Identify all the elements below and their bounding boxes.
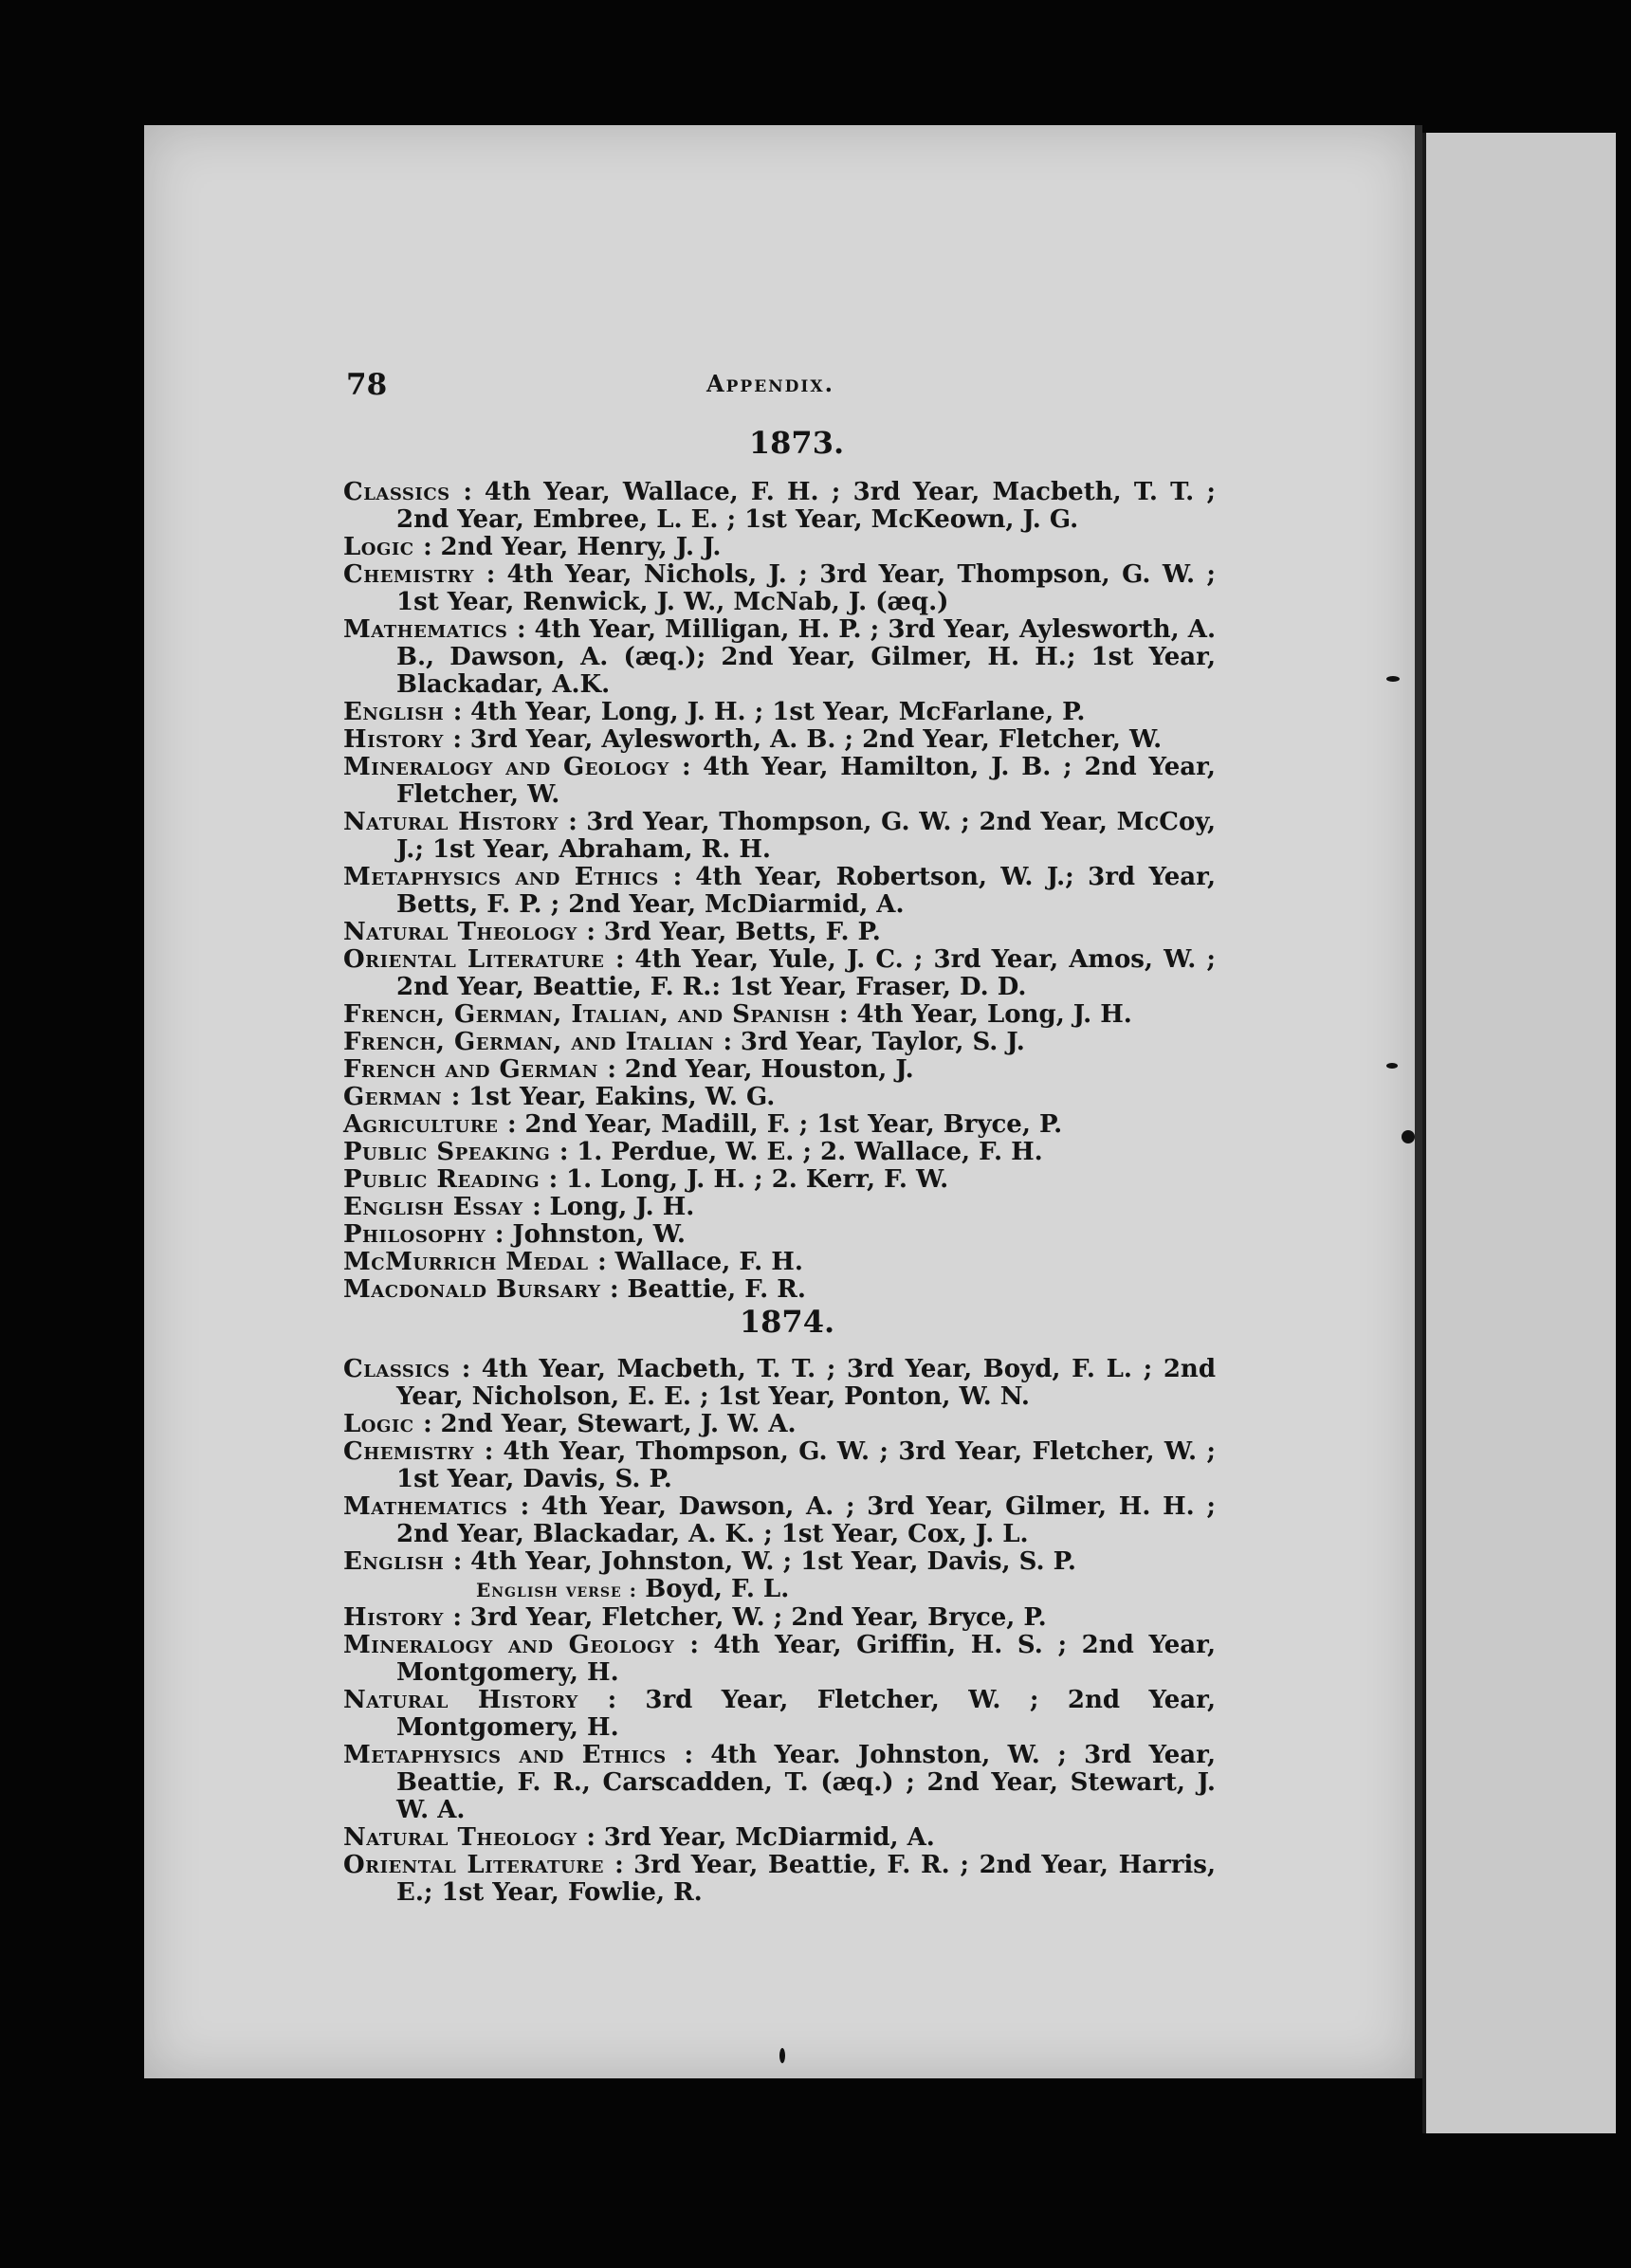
prize-winners: 4th Year, Thompson, G. W. ; 3rd Year, Fletcher, W. ; 1st Year, Davis, S. P. [396, 1437, 1217, 1493]
subject-label: Logic : [343, 533, 433, 561]
subject-label: Classics : [343, 1355, 471, 1383]
subject-label: English Essay : [343, 1193, 542, 1221]
prize-entry [343, 561, 1216, 616]
prize-entry [343, 1632, 1216, 1687]
prize-winners: 4th Year, Hamilton, J. B. ; 2nd Year, Fletcher, W. [396, 753, 1216, 809]
prize-entry [343, 1824, 1216, 1852]
ink-mark [1386, 1063, 1398, 1069]
prize-entry [343, 1139, 1216, 1166]
prize-entry [343, 946, 1216, 1001]
subject-label: English : [343, 1547, 463, 1576]
prize-winners: 3rd Year, Fletcher, W. ; 2nd Year, Montgomery, H. [396, 1686, 1217, 1742]
prize-winners: 2nd Year, Henry, J. J. [440, 533, 722, 561]
prize-winners: 4th Year, Robertson, W. J.; 3rd Year, Betts, F. P. ; 2nd Year, McDiarmid, A. [396, 863, 1217, 919]
prize-winners: 4th Year, Nichols, J. ; 3rd Year, Thompson, G. W. ; 1st Year, Renwick, J. W., McNab, J. (æq.) [396, 560, 1217, 616]
prize-entry [343, 699, 1216, 726]
subject-label: Metaphysics and Ethics : [343, 1741, 694, 1769]
prize-entry [343, 1001, 1216, 1029]
prize-entry [343, 919, 1216, 946]
prize-entry [343, 754, 1216, 809]
subject-label: English : [343, 698, 463, 726]
prize-entry [343, 1276, 1216, 1304]
ink-mark [1386, 676, 1400, 682]
year-heading-1873: 1873. [748, 425, 845, 461]
prize-winners: 4th Year, Johnston, W. ; 1st Year, Davis, S. P. [470, 1547, 1076, 1576]
prize-winners: 1. Perdue, W. E. ; 2. Wallace, F. H. [577, 1138, 1043, 1166]
prize-winners: 4th Year. Johnston, W. ; 3rd Year, Beattie, F. R., Carscadden, T. (æq.) ; 2nd Year, Stewart, J. W. A. [396, 1741, 1216, 1824]
prize-entry [343, 1742, 1216, 1824]
prize-winners: 3rd Year, Betts, F. P. [603, 918, 881, 946]
prize-winners: 2nd Year, Stewart, J. W. A. [440, 1410, 797, 1438]
prize-winners: 3rd Year, McDiarmid, A. [603, 1823, 935, 1852]
prize-winners: 4th Year, Macbeth, T. T. ; 3rd Year, Boyd, F. L. ; 2nd Year, Nicholson, E. E. ; 1st Year, Ponton, W. N. [396, 1355, 1217, 1411]
subject-label: Metaphysics and Ethics : [343, 863, 683, 891]
prize-entry [343, 1687, 1216, 1742]
prize-winners: 4th Year, Long, J. H. ; 1st Year, McFarlane, P. [470, 698, 1086, 726]
prize-entry [343, 726, 1216, 754]
ink-mark [779, 2048, 785, 2063]
prize-entry [343, 1356, 1216, 1411]
prize-winners: 4th Year, Dawson, A. ; 3rd Year, Gilmer, H. H. ; 2nd Year, Blackadar, A. K. ; 1st Year, Cox, J. L. [396, 1492, 1216, 1548]
prize-entry [343, 1084, 1216, 1111]
subject-label: Mineralogy and Geology : [343, 753, 692, 781]
prize-entry [343, 1194, 1216, 1221]
subject-label: McMurrich Medal : [343, 1248, 608, 1276]
page-header [346, 368, 1200, 406]
subject-label: Public Speaking : [343, 1138, 569, 1166]
page-number: 78 [346, 368, 388, 402]
prize-entry [343, 1166, 1216, 1194]
prize-winners: 3rd Year, Aylesworth, A. B. ; 2nd Year, Fletcher, W. [469, 725, 1163, 754]
subject-label: Mineralogy and Geology : [343, 1631, 700, 1659]
facing-page-edge [1422, 133, 1616, 2133]
prize-winners: 1st Year, Eakins, W. G. [468, 1083, 776, 1111]
year-section-1874 [343, 1356, 1216, 1907]
prize-entry [343, 1852, 1216, 1907]
subject-label: Oriental Literature : [343, 1851, 625, 1879]
subject-label: Natural Theology : [343, 1823, 596, 1852]
subject-label: Agriculture : [343, 1110, 518, 1139]
prize-winners: Beattie, F. R. [627, 1275, 806, 1304]
prize-winners: 4th Year, Milligan, H. P. ; 3rd Year, Aylesworth, A. B., Dawson, A. (æq.); 2nd Year, Gilmer, H. H.; 1st Year, Blackadar, A.K. [396, 615, 1217, 699]
subject-label: History : [343, 1603, 463, 1632]
prize-winners: 3rd Year, Taylor, S. J. [740, 1028, 1025, 1056]
subject-label: French and German : [343, 1055, 617, 1084]
prize-winners: 1. Long, J. H. ; 2. Kerr, F. W. [565, 1165, 949, 1194]
subject-label: Mathematics : [343, 1492, 530, 1521]
subject-label: Logic : [343, 1410, 433, 1438]
prize-winners: 3rd Year, Beattie, F. R. ; 2nd Year, Harris, E.; 1st Year, Fowlie, R. [396, 1851, 1216, 1907]
prize-winners: 2nd Year, Madill, F. ; 1st Year, Bryce, P. [524, 1110, 1063, 1139]
running-head: Appendix. [706, 370, 834, 397]
prize-winners: 4th Year, Wallace, F. H. ; 3rd Year, Macbeth, T. T. ; 2nd Year, Embree, L. E. ; 1st Year, McKeown, J. G. [396, 478, 1216, 534]
year-section-1873 [343, 479, 1216, 1304]
prize-winners: 3rd Year, Thompson, G. W. ; 2nd Year, McCoy, J.; 1st Year, Abraham, R. H. [396, 808, 1216, 864]
prize-winners: Boyd, F. L. [645, 1575, 790, 1603]
subject-label: Oriental Literature : [343, 945, 626, 974]
prize-winners: Johnston, W. [512, 1220, 686, 1249]
sub-entry [343, 1576, 1216, 1604]
subject-label: Chemistry : [343, 560, 496, 589]
prize-entry [343, 1548, 1216, 1576]
prize-winners: 4th Year, Griffin, H. S. ; 2nd Year, Montgomery, H. [396, 1631, 1216, 1687]
ink-mark [1402, 1130, 1415, 1143]
prize-winners: 3rd Year, Fletcher, W. ; 2nd Year, Bryce, P. [469, 1603, 1047, 1632]
book-gutter [1415, 125, 1422, 2078]
prize-winners: 4th Year, Long, J. H. [856, 1000, 1132, 1029]
subject-label: Natural History : [343, 1686, 617, 1714]
subject-label: Macdonald Bursary : [343, 1275, 620, 1304]
prize-entry [343, 809, 1216, 864]
prize-winners: 2nd Year, Houston, J. [624, 1055, 914, 1084]
subject-label: Classics : [343, 478, 473, 506]
prize-entry [343, 1056, 1216, 1084]
prize-entry [343, 864, 1216, 919]
prize-winners: Long, J. H. [549, 1193, 695, 1221]
subject-label: Natural History : [343, 808, 578, 836]
prize-winners: Wallace, F. H. [614, 1248, 803, 1276]
subject-label: French, German, Italian, and Spanish : [343, 1000, 850, 1029]
prize-entry [343, 1493, 1216, 1548]
subject-label: Public Reading : [343, 1165, 559, 1194]
subject-label: Philosophy : [343, 1220, 505, 1249]
prize-entry [343, 1438, 1216, 1493]
prize-entry [343, 1411, 1216, 1438]
subject-label: History : [343, 725, 463, 754]
prize-entry [343, 479, 1216, 534]
prize-entry [343, 1249, 1216, 1276]
subject-label: English verse : [476, 1579, 637, 1601]
prize-winners: 4th Year, Yule, J. C. ; 3rd Year, Amos, W. ; 2nd Year, Beattie, F. R.: 1st Year, Fraser, D. D. [396, 945, 1216, 1001]
subject-label: Mathematics : [343, 615, 527, 644]
prize-entry [343, 1604, 1216, 1632]
year-heading-1874: 1874. [739, 1304, 835, 1340]
subject-label: Chemistry : [343, 1437, 494, 1466]
prize-entry [343, 1111, 1216, 1139]
prize-entry [343, 616, 1216, 699]
prize-entry [343, 534, 1216, 561]
prize-entry [343, 1221, 1216, 1249]
subject-label: German : [343, 1083, 461, 1111]
subject-label: French, German, and Italian : [343, 1028, 733, 1056]
prize-entry [343, 1029, 1216, 1056]
subject-label: Natural Theology : [343, 918, 596, 946]
